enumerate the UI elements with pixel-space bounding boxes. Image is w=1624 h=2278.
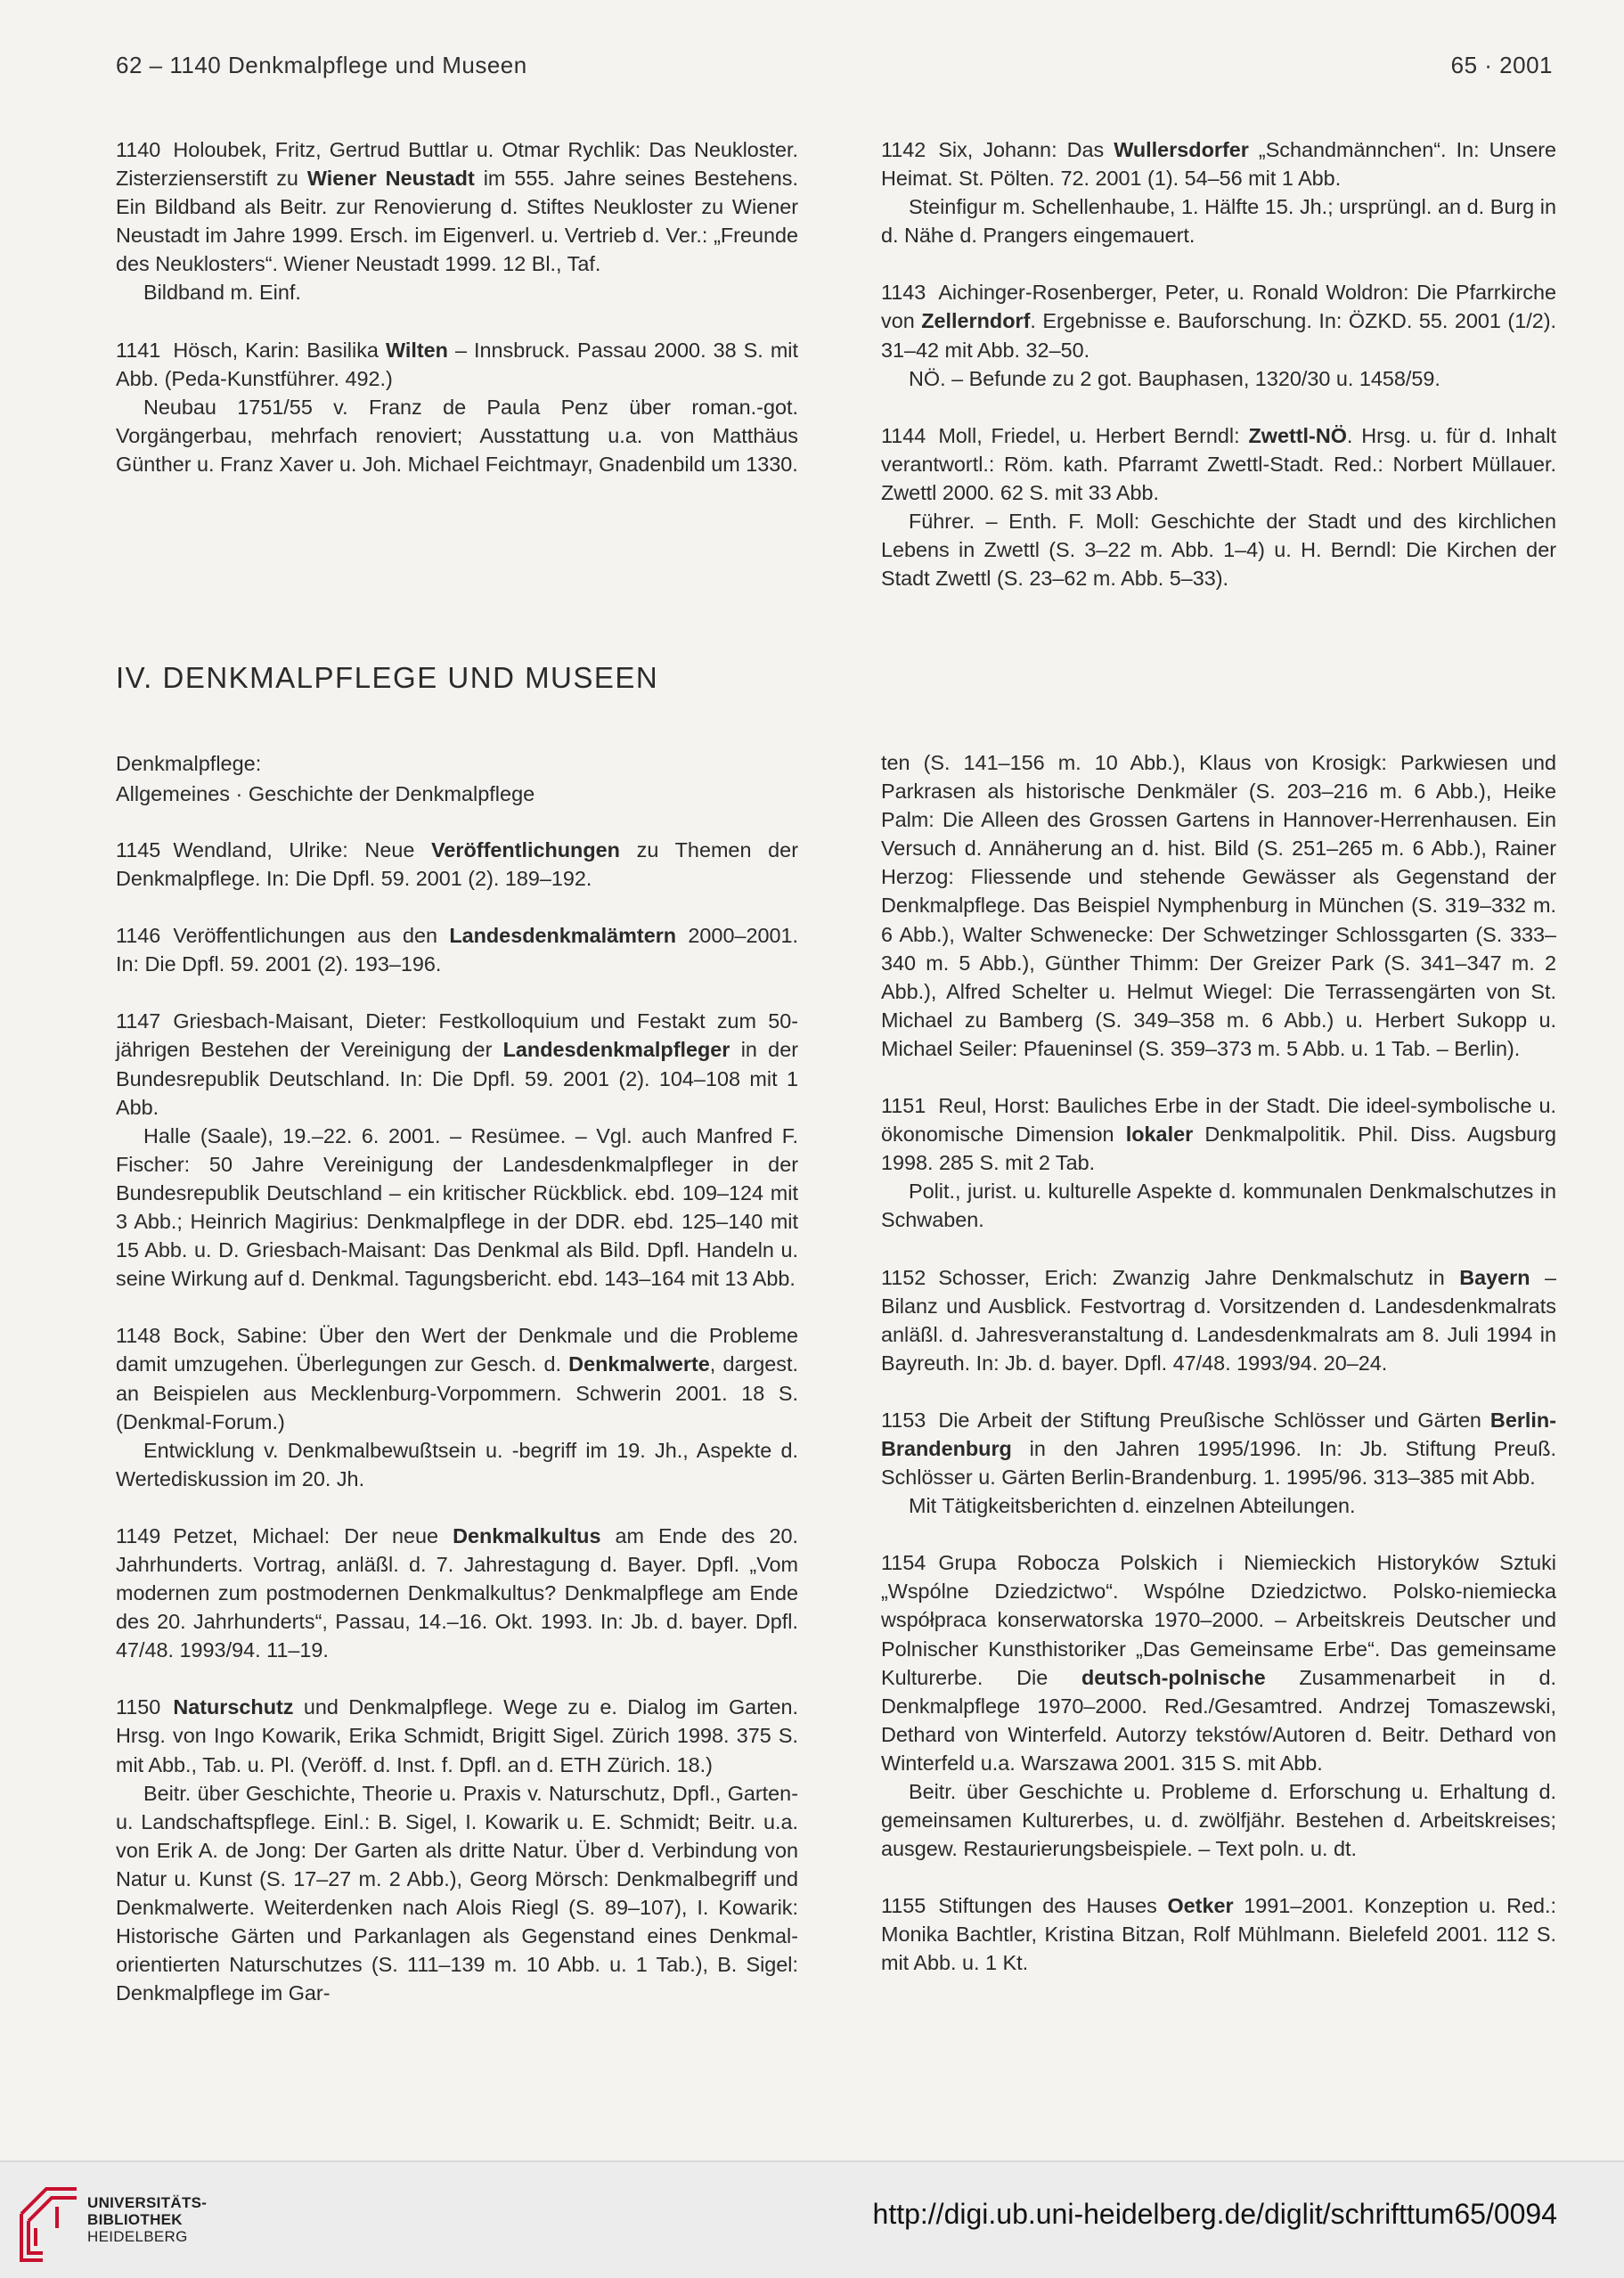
entry-1153: 1153 Die Arbeit der Stiftung Preußische Schlösser und Gärten Berlin-Brandenburg in den Jahren 1995/1996. In: Jb. Stiftung Preuß. Schlösser u. Gärten Berlin-Brandenburg. 1. 1995/96. 313–385 mit Abb. Mit Tätigkeitsberichten d. einzelnen Abteilungen. (881, 1408, 1556, 1518)
keyword: Denkmalwerte (568, 1352, 710, 1376)
entry-1150-continued: ten (S. 141–156 m. 10 Abb.), Klaus von Krosigk: Parkwiesen und Parkrasen als historische Denkmäler (S. 203–216 m. 6 Abb.), Heike Palm: Die Alleen des Grossen Gartens in Hannover-Herrenhausen. Ein Versuch d. Annäherung an d. hist. Bild (S. 251–265 m. 6 Abb.), Rainer Herzog: Fliessende und stehende Gewässer als Gegenstand der Denkmalpflege. Das Beispiel Nymphenburg in München (S. 319–332 m. 6 Abb.), Walter Schwenecke: Der Schwetzinger Schlossgarten (S. 333–340 m. 5 Abb.), Günther Thimm: Der Greizer Park (S. 341–347 m. 2 Abb.), Alfred Schelter u. Helmut Wiegel: Die Terrassengärten von St. Michael zu Bamberg (S. 349–358 m. 6 Abb.) u. Herbert Sukopp u. Michael Seiler: Pfaueninsel (S. 359–373 m. 5 Abb. u. 1 Tab. – Berlin). (881, 751, 1556, 1060)
lower-left-column (116, 748, 798, 2036)
keyword: Landesdenkmalämtern (449, 924, 677, 948)
library-name: UNIVERSITÄTS- BIBLIOTHEK HEIDELBERG (87, 2194, 208, 2245)
keyword: Wiener Neustadt (306, 167, 475, 191)
keyword: Landesdenkmalpfleger (502, 1038, 730, 1062)
entry-1154: 1154 Grupa Robocza Polskich i Niemieckich Historyków Sztuki „Wspólne Dziedzictwo“. Wspólne Dziedzictwo. Polsko-niemiecka współpraca konserwatorska 1970–2000. – Arbeitskreis Deutscher und Polnischer Kunsthistoriker „Das Gemeinsame Erbe“. Das gemeinsame Kulturerbe. Die deutsch-polnische Zusammenarbeit in d. Denkmalpflege 1970–2000. Red./Gesamtred. Andrzej Tomaszewski, Dethard von Winterfeld. Autorzy tekstów/Autoren d. Beitr. Dethard von Winterfeld u.a. Warszawa 2001. 315 S. mit Abb. Beitr. über Geschichte u. Probleme d. Erforschung u. Erhaltung d. gemeinsamen Kulturerbes, u. d. zwölfjähr. Bestehen d. Arbeitskreises; ausgew. Restaurierungsbeispiele. – Text poln. u. dt. (881, 1551, 1556, 1861)
entry-1145: 1145 Wendland, Ulrike: Neue Veröffentlichungen zu Themen der Denkmalpflege. In: Die Dpfl. 59. 2001 (2). 189–192. (116, 838, 798, 891)
entry-1147: 1147 Griesbach-Maisant, Dieter: Festkolloquium und Festakt zum 50-jährigen Bestehen der Vereinigung der Landesdenkmalpfleger in der Bundesrepublik Deutschland. In: Die Dpfl. 59. 2001 (2). 104–108 mit 1 Abb. Halle (Saale), 19.–22. 6. 2001. – Resümee. – Vgl. auch Manfred F. Fischer: 50 Jahre Vereinigung der Landesdenkmalpfleger in der Bundesrepublik Deutschland – ein kritischer Rückblick. ebd. 109–124 mit 3 Abb.; Heinrich Magirius: Denkmalpflege in der DDR. ebd. 125–140 mit 15 Abb. u. D. Griesbach-Maisant: Das Denkmal als Bild. Dpfl. Handeln u. seine Wirkung auf d. Denkmal. Tagungsbericht. ebd. 143–164 mit 13 Abb. (116, 1009, 798, 1291)
entry-1143: 1143 Aichinger-Rosenberger, Peter, u. Ronald Woldron: Die Pfarrkirche von Zellerndorf. Ergebnisse e. Bauforschung. In: ÖZKD. 55. 2001 (1/2). 31–42 mit Abb. 32–50. NÖ. – Befunde zu 2 got. Bauphasen, 1320/30 u. 1458/59. (881, 281, 1556, 390)
keyword: Oetker (1167, 1894, 1234, 1918)
entry-1144: 1144 Moll, Friedel, u. Herbert Berndl: Zwettl-NÖ. Hrsg. u. für d. Inhalt verantwortl.: Röm. kath. Pfarramt Zwettl-Stadt. Red.: Norbert Müllauer. Zwettl 2000. 62 S. mit 33 Abb. Führer. – Enth. F. Moll: Geschichte der Stadt und des kirchlichen Lebens in Zwettl (S. 3–22 m. Abb. 1–4) u. H. Berndl: Die Kirchen der Stadt Zwettl (S. 23–62 m. Abb. 5–33). (881, 423, 1556, 591)
keyword: Naturschutz (173, 1695, 294, 1719)
keyword: Veröffentlichungen (431, 838, 620, 861)
source-url-link[interactable]: http://digi.ub.uni-heidelberg.de/diglit/schrifttum65/0094 (872, 2198, 1557, 2230)
entry-1150: 1150 Naturschutz und Denkmalpflege. Wege zu e. Dialog im Garten. Hrsg. von Ingo Kowarik, Erika Schmidt, Brigitt Sigel. Zürich 1998. 375 S. mit Abb., Tab. u. Pl. (Veröff. d. Inst. f. Dpfl. an d. ETH Zürich. 18.) Beitr. über Geschichte, Theorie u. Praxis v. Naturschutz, Dpfl., Garten- u. Landschaftspflege. Einl.: B. Sigel, I. Kowarik u. E. Schmidt; Beitr. u.a. von Erik A. de Jong: Der Garten als dritte Natur. Über d. Verbindung von Natur u. Kunst (S. 17–27 m. 2 Abb.), Georg Mörsch: Denkmalbegriff und Denkmalwerte. Weiterdenken nach Alois Riegl (S. 89–107), I. Kowarik: Historische Gärten und Parkanlagen als Gegenstand eines Denkmal-orientierten Naturschutzes (S. 111–139 m. 10 Abb. u. 1 Tab.), B. Sigel: Denkmalpflege im Gar- (116, 1695, 798, 2005)
entry-1146: 1146 Veröffentlichungen aus den Landesdenkmalämtern 2000–2001. In: Die Dpfl. 59. 2001 (2). 193–196. (116, 924, 798, 976)
entry-1152: 1152 Schosser, Erich: Zwanzig Jahre Denkmalschutz in Bayern – Bilanz und Ausblick. Festvortrag d. Vorsitzenden d. Landesdenkmalrats anläßl. d. Jahresveranstaltung d. Landesdenkmalrats am 8. Juli 1994 in Bayreuth. In: Jb. d. bayer. Dpfl. 47/48. 1993/94. 20–24. (881, 1265, 1556, 1375)
keyword: Zellerndorf (921, 309, 1031, 333)
entry-1155: 1155 Stiftungen des Hauses Oetker 1991–2001. Konzeption u. Red.: Monika Bachtler, Kristina Bitzan, Rolf Mühlmann. Bielefeld 2001. 112 S. mit Abb. u. 1 Kt. (881, 1894, 1557, 1975)
top-right-column (881, 135, 1556, 621)
running-head-right: 65 · 2001 (1450, 52, 1553, 78)
keyword: Wullersdorfer (1114, 138, 1249, 161)
library-logo-icon (16, 2178, 82, 2264)
entry-1148: 1148 Bock, Sabine: Über den Wert der Denkmale und die Probleme damit umzugehen. Überlegungen zur Gesch. d. Denkmalwerte, dargest. an Beispielen aus Mecklenburg-Vorpommern. Schwerin 2001. 18 S. (Denkmal-Forum.) Entwicklung v. Denkmalbewußtsein u. -begriff im 19. Jh., Aspekte d. Wertediskussion im 20. Jh. (116, 1324, 798, 1490)
keyword: Denkmalkultus (453, 1523, 601, 1547)
entry-1141: 1141 Hösch, Karin: Basilika Wilten – Innsbruck. Passau 2000. 38 S. mit Abb. (Peda-Kunstführer. 492.) Neubau 1751/55 v. Franz de Paula Penz über roman.-got. Vorgängerbau, mehrfach renoviert; Ausstattung u.a. von Matthäus Günther u. Franz Xaver u. Joh. Michael Feichtmayr, Gnadenbild um 1330. (116, 338, 798, 476)
entry-1142: 1142 Six, Johann: Das Wullersdorfer „Schandmännchen“. In: Unsere Heimat. St. Pölten. 72. 2001 (1). 54–56 mit 1 Abb. Steinfigur m. Schellenhaube, 1. Hälfte 15. Jh.; ursprüngl. an d. Burg in d. Nähe d. Prangers eingemauert. (881, 138, 1557, 248)
keyword: Bayern (1459, 1265, 1530, 1289)
keyword: Wilten (385, 338, 448, 362)
footer-bar (0, 2160, 1624, 2278)
entry-1149: 1149 Petzet, Michael: Der neue Denkmalkultus am Ende des 20. Jahrhunderts. Vortrag, anläßl. d. 7. Jahrestagung d. Bayer. Dpfl. „Vom modernen zum postmodernen Denkmalkultus? Denkmalpflege am Ende des 20. Jahrhunderts“, Passau, 14.–16. Okt. 1993. In: Jb. d. bayer. Dpfl. 47/48. 1993/94. 11–19. (116, 1523, 798, 1662)
entry-1151: 1151 Reul, Horst: Bauliches Erbe in der Stadt. Die ideel-symbolische u. ökonomische Dimension lokaler Denkmalpolitik. Phil. Diss. Augsburg 1998. 285 S. mit 2 Tab. Polit., jurist. u. kulturelle Aspekte d. kommunalen Denkmalschutzes in Schwaben. (881, 1094, 1556, 1232)
keyword: Berlin-Brandenburg (881, 1408, 1556, 1460)
entry-1140: 1140 Holoubek, Fritz, Gertrud Buttlar u. Otmar Rychlik: Das Neukloster. Zisterzienserstift zu Wiener Neustadt im 555. Jahre seines Bestehens. Ein Bildband als Beitr. zur Renovierung d. Stiftes Neukloster zu Wiener Neustadt im Jahre 1999. Ersch. im Eigenverl. u. Vertrieb d. Ver.: „Freunde des Neuklosters“. Wiener Neustadt 1999. 12 Bl., Taf. Bildband m. Einf. (116, 138, 798, 305)
running-head-left: 62 – 1140 Denkmalpflege und Museen (116, 52, 527, 78)
subheading: Denkmalpflege: Allgemeines · Geschichte der Denkmalpflege (116, 752, 535, 805)
top-left-column (116, 135, 798, 507)
section-heading: IV. DENKMALPFLEGE UND MUSEEN (116, 661, 659, 694)
keyword: deutsch-polnische (1081, 1665, 1266, 1689)
lower-right-column (881, 748, 1556, 2006)
keyword: lokaler (1125, 1123, 1194, 1147)
keyword: Zwettl-NÖ (1248, 423, 1347, 447)
